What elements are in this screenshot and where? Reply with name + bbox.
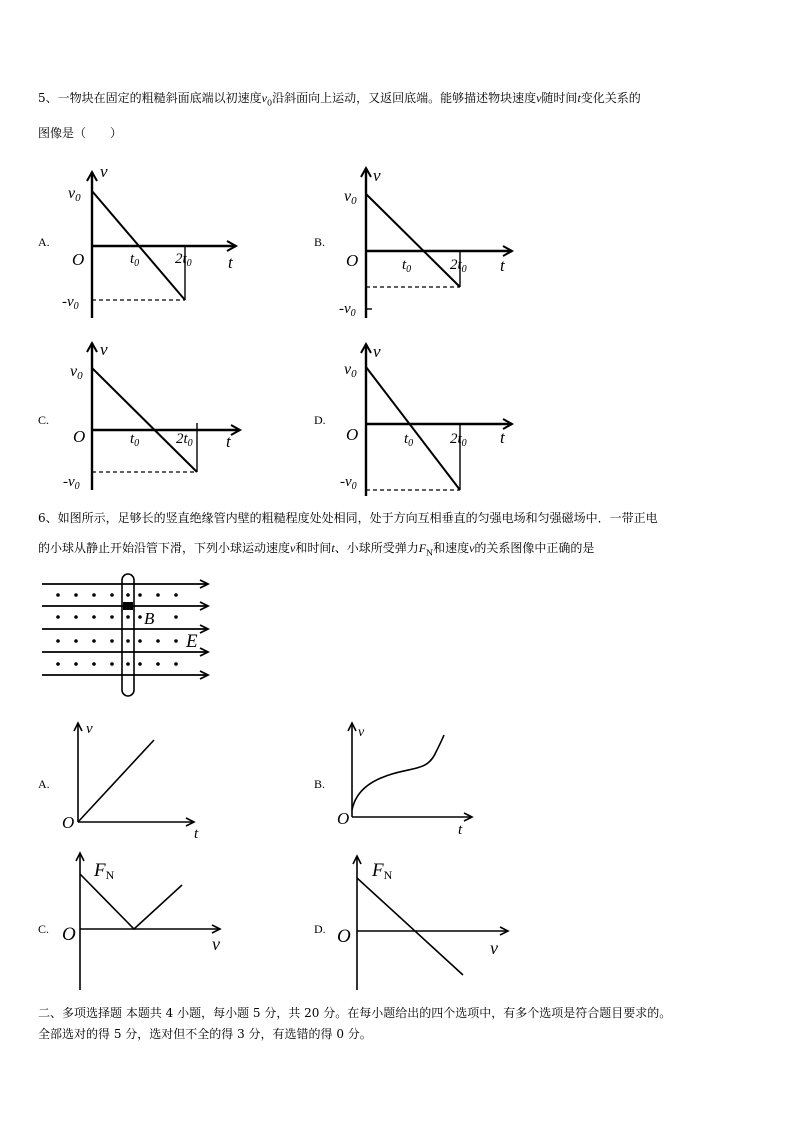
q6-option-a-label[interactable]: A. bbox=[38, 777, 50, 791]
q6-number: 6、 bbox=[38, 511, 58, 525]
q5-graph-d-label-t: t bbox=[500, 428, 505, 447]
q5-graph-c-label-v: v bbox=[100, 340, 108, 359]
q5-graph-a-negv0-sub: 0 bbox=[73, 301, 79, 312]
q5-graph-a-label-t: t bbox=[228, 253, 233, 272]
q6-option-b-label[interactable]: B. bbox=[314, 777, 326, 791]
q6-v-symbol: v bbox=[290, 541, 296, 555]
q5-graph-a-label-origin: O bbox=[72, 250, 85, 269]
q5-option-b-label[interactable]: B. bbox=[314, 235, 326, 249]
q5-graph-b-v0-sub: 0 bbox=[351, 195, 357, 207]
q5-graph-c-label-t: t bbox=[226, 432, 231, 451]
q6-graph-c-fn-sub: N bbox=[105, 868, 115, 882]
q6-graph-b-label-origin: O bbox=[337, 809, 350, 828]
q6-v-symbol-2: v bbox=[469, 541, 475, 555]
q5-graph-a-negv0-main: -v bbox=[62, 294, 74, 310]
q6-graph-d-label-origin: O bbox=[337, 926, 351, 947]
q5-graph-b-negv0-sub: 0 bbox=[350, 308, 356, 319]
q5-graph-b-v0-main: v bbox=[344, 188, 352, 205]
q6-graph-d-label-fn bbox=[371, 860, 393, 882]
q5-v0-sub: 0 bbox=[266, 98, 273, 108]
q5-graph-c-2t0-main: 2t bbox=[176, 431, 188, 447]
q5-stem-line2: 图像是（ ） bbox=[38, 126, 123, 140]
q5-graph-d-label-v: v bbox=[373, 342, 381, 361]
q5-graph-c-v0-sub: 0 bbox=[77, 370, 83, 382]
q5-text4: 变化关系的 bbox=[580, 91, 641, 105]
q6-graph-a-label-t: t bbox=[194, 826, 199, 842]
q6-graph-d-fn-main: F bbox=[372, 860, 384, 881]
q5-graph-d-v0-main: v bbox=[344, 361, 352, 378]
q6-label-B: B bbox=[144, 609, 155, 628]
q5-graph-d-v0-sub: 0 bbox=[351, 368, 357, 380]
q5-option-c-label[interactable]: C. bbox=[38, 413, 50, 427]
q5-number: 5、 bbox=[38, 91, 58, 105]
q6-text2e: 的关系图像中正确的是 bbox=[474, 541, 595, 555]
q6-fn-symbol: F bbox=[418, 541, 427, 555]
q5-t-symbol: t bbox=[577, 91, 581, 105]
q5-graph-a-t0-sub: 0 bbox=[134, 258, 140, 269]
q6-graph-d-line bbox=[357, 878, 463, 975]
q6-text2a: 的小球从静止开始沿管下滑，下列小球运动速度 bbox=[38, 541, 291, 555]
q5-graph-d-t0-sub: 0 bbox=[408, 438, 414, 449]
q6-text2c: 、小球所受弹力 bbox=[334, 541, 419, 555]
q5-graph-d-negv0-main: -v bbox=[340, 474, 352, 490]
q5-graph-c-t0-main: t bbox=[130, 431, 135, 447]
q6-graph-b-label-v: v bbox=[358, 725, 365, 740]
q5-graph-b-negv0-main: -v bbox=[339, 301, 351, 317]
q5-graph-c-label-origin: O bbox=[73, 427, 86, 446]
q5-graph-b-t0-sub: 0 bbox=[406, 264, 412, 275]
section2-instructions-line2: 全部选对的得 5 分，选对但不全的得 3 分，有选错的得 0 分。 bbox=[38, 1027, 372, 1041]
q6-graph-b-label-t: t bbox=[458, 822, 463, 838]
section2-instructions-line1: 二、多项选择题 本题共 4 小题，每小题 5 分，共 20 分。在每小题给出的四个选项中，有多个选项是符合题目要求的。 bbox=[38, 1006, 672, 1020]
q5-graph-c-t0-sub: 0 bbox=[134, 438, 140, 449]
q6-graph-a-label-v: v bbox=[86, 721, 93, 737]
q6-label-E: E bbox=[186, 631, 198, 652]
q6-graph-d-label-v: v bbox=[490, 938, 498, 958]
q6-option-d-label[interactable]: D. bbox=[314, 922, 326, 936]
q5-graph-a-v0-sub: 0 bbox=[75, 192, 81, 204]
q5-graph-a-t0-main: t bbox=[130, 251, 135, 267]
q6-text2b: 和时间 bbox=[295, 541, 332, 555]
q5-graph-d-t0-main: t bbox=[404, 431, 409, 447]
q6-graph-a-label-origin: O bbox=[62, 813, 75, 832]
q6-graph-d-fn-sub: N bbox=[383, 868, 393, 882]
q5-text3: 随时间 bbox=[541, 91, 578, 105]
q6-text2d: 和速度 bbox=[433, 541, 470, 555]
q5-graph-b-label-origin: O bbox=[346, 251, 359, 270]
q5-graph-b-label-t: t bbox=[500, 256, 505, 275]
q5-graph-c-2t0-sub: 0 bbox=[187, 438, 193, 449]
q5-graph-b-label-v: v bbox=[373, 166, 381, 185]
q5-graph-b-2t0-main: 2t bbox=[450, 257, 462, 273]
q6-option-c-label[interactable]: C. bbox=[38, 922, 50, 936]
q5-graph-c-v0-main: v bbox=[70, 363, 78, 380]
q5-graph-a-2t0-sub: 0 bbox=[186, 258, 192, 269]
q5-graph-a-label-v: v bbox=[100, 162, 108, 181]
q5-text1: 一物块在固定的粗糙斜面底端以初速度 bbox=[57, 91, 262, 105]
q5-graph-c-negv0-sub: 0 bbox=[74, 481, 80, 492]
q5-graph-b-2t0-sub: 0 bbox=[461, 264, 467, 275]
q5-v0-symbol: v bbox=[261, 91, 267, 105]
q6-graph-c-fn-main: F bbox=[94, 860, 106, 881]
q5-graph-a-2t0-main: 2t bbox=[175, 251, 187, 267]
q6-t-symbol: t bbox=[331, 541, 335, 555]
q5-graph-a-v0-main: v bbox=[68, 185, 76, 202]
q5-graph-d-label-origin: O bbox=[346, 425, 359, 444]
q5-option-a-label[interactable]: A. bbox=[38, 235, 50, 249]
q5-option-d-label[interactable]: D. bbox=[314, 413, 326, 427]
q6-text1: 如图所示，足够长的竖直绝缘管内壁的粗糙程度处处相同，处于方向互相垂直的匀强电场和匀强磁场中．一带正电 bbox=[57, 511, 658, 525]
q5-graph-d-2t0-main: 2t bbox=[450, 431, 462, 447]
q5-graph-d-2t0-sub: 0 bbox=[461, 438, 467, 449]
q5-graph-b-t0-main: t bbox=[402, 257, 407, 273]
q5-graph-d-negv0-sub: 0 bbox=[351, 481, 357, 492]
q5-v-symbol: v bbox=[536, 91, 542, 105]
q6-graph-c-label-v: v bbox=[212, 934, 220, 954]
q6-graph-c-label-origin: O bbox=[62, 924, 76, 945]
q5-text2: 沿斜面向上运动，又返回底端。能够描述物块速度 bbox=[272, 91, 537, 105]
q5-graph-c-negv0-main: -v bbox=[63, 474, 75, 490]
q6-fn-sub: N bbox=[426, 548, 434, 558]
